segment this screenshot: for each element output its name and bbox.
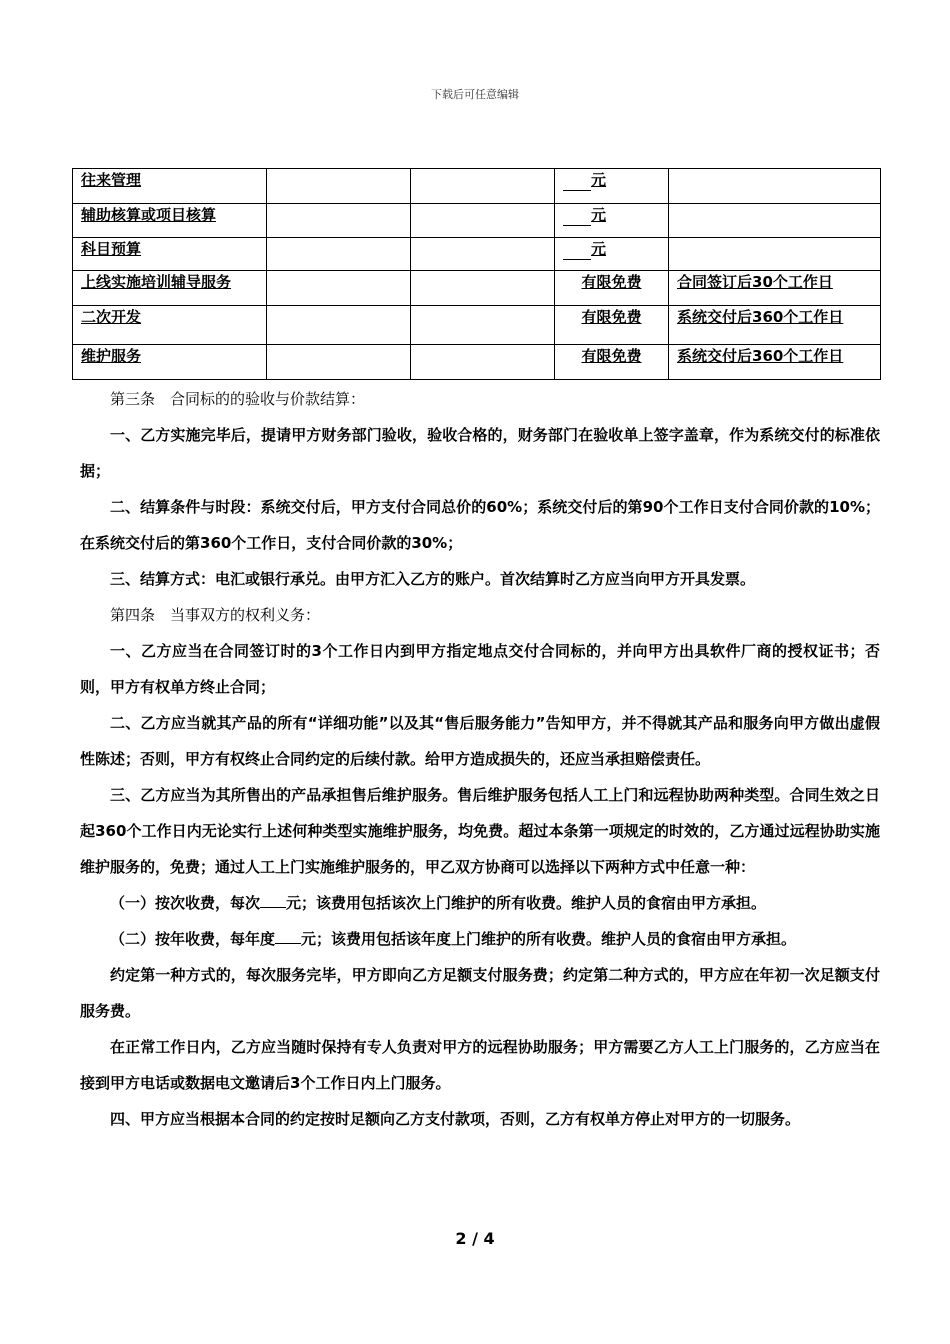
article-3-clause-3: 三、结算方式：电汇或银行承兑。由甲方汇入乙方的账户。首次结算时乙方应当向甲方开具发票。	[110, 570, 756, 588]
item-name: 辅助核算或项目核算	[81, 206, 217, 224]
item-note: 系统交付后360个工作日	[677, 347, 844, 365]
article-3-clause-1: 一、乙方实施完毕后，提请甲方财务部门验收，验收合格的，财务部门在验收单上签字盖章，作为系统交付的标准依据；	[80, 426, 880, 480]
blank-line	[563, 209, 591, 226]
table-row	[73, 306, 881, 345]
item-name: 上线实施培训辅导服务	[81, 273, 232, 291]
article-4-clause-3: 三、乙方应当为其所售出的产品承担售后维护服务。售后维护服务包括人工上门和远程协助两种类型。合同生效之日起360个工作日内无论实行上述何种类型实施维护服务，均免费。超过本条第一项规定的时效的，乙方通过远程协助实施维护服务的，免费；通过人工上门实施维护服务的，甲乙双方协商可以选择以下两种方式中任意一种：	[80, 786, 880, 876]
table-row	[73, 271, 881, 306]
table-row	[73, 238, 881, 271]
option-2: （二）按年收费，每年度 元；该费用包括该年度上门维护的所有收费。维护人员的食宿由甲方承担。	[110, 930, 797, 948]
item-price: 元	[591, 206, 607, 224]
contract-body	[80, 381, 880, 1137]
item-price: 元	[591, 171, 607, 189]
article-4-clause-2: 二、乙方应当就其产品的所有“详细功能”以及其“售后服务能力”告知甲方，并不得就其产品和服务向甲方做出虚假性陈述；否则，甲方有权终止合同约定的后续付款。给甲方造成损失的，还应当承担赔偿责任。	[80, 714, 880, 768]
item-note: 系统交付后360个工作日	[677, 308, 844, 326]
pricing-table	[72, 168, 881, 380]
item-price: 元	[591, 240, 607, 258]
item-name: 维护服务	[81, 347, 142, 365]
blank-line	[563, 174, 591, 191]
item-name: 二次开发	[81, 308, 142, 326]
blank-line	[563, 243, 591, 260]
page-number: 2 / 4	[455, 1229, 495, 1248]
item-note: 合同签订后30个工作日	[677, 273, 833, 291]
table-row	[73, 345, 881, 380]
article-4-clause-4: 约定第一种方式的，每次服务完毕，甲方即向乙方足额支付服务费；约定第二种方式的，甲方应在年初一次足额支付服务费。	[80, 966, 880, 1020]
option-1: （一）按次收费，每次 元；该费用包括该次上门维护的所有收费。维护人员的食宿由甲方承担。	[110, 894, 767, 912]
item-name: 科目预算	[81, 240, 142, 258]
page-header: 下载后可任意编辑	[431, 88, 519, 101]
item-price: 有限免费	[581, 347, 642, 365]
article-4-title: 第四条 当事双方的权利义务：	[110, 606, 321, 624]
article-3-clause-2: 二、结算条件与时段：系统交付后，甲方支付合同总价的60%；系统交付后的第90个工作日支付合同价款的10%；在系统交付后的第360个工作日，支付合同价款的30%；	[80, 498, 880, 552]
table-row	[73, 169, 881, 204]
blank-line	[260, 892, 286, 908]
item-price: 有限免费	[581, 308, 642, 326]
article-3-title: 第三条 合同标的的验收与价款结算：	[110, 390, 366, 408]
article-4-clause-6: 四、甲方应当根据本合同的约定按时足额向乙方支付款项，否则，乙方有权单方停止对甲方的一切服务。	[110, 1110, 801, 1128]
table-row	[73, 204, 881, 238]
item-price: 有限免费	[581, 273, 642, 291]
item-name: 往来管理	[81, 171, 142, 189]
article-4-clause-5: 在正常工作日内，乙方应当随时保持有专人负责对甲方的远程协助服务；甲方需要乙方人工上门服务的，乙方应当在接到甲方电话或数据电文邀请后3个工作日内上门服务。	[80, 1038, 880, 1092]
blank-line	[275, 928, 301, 944]
article-4-clause-1: 一、乙方应当在合同签订时的3个工作日内到甲方指定地点交付合同标的，并向甲方出具软件厂商的授权证书；否则，甲方有权单方终止合同；	[80, 642, 880, 696]
